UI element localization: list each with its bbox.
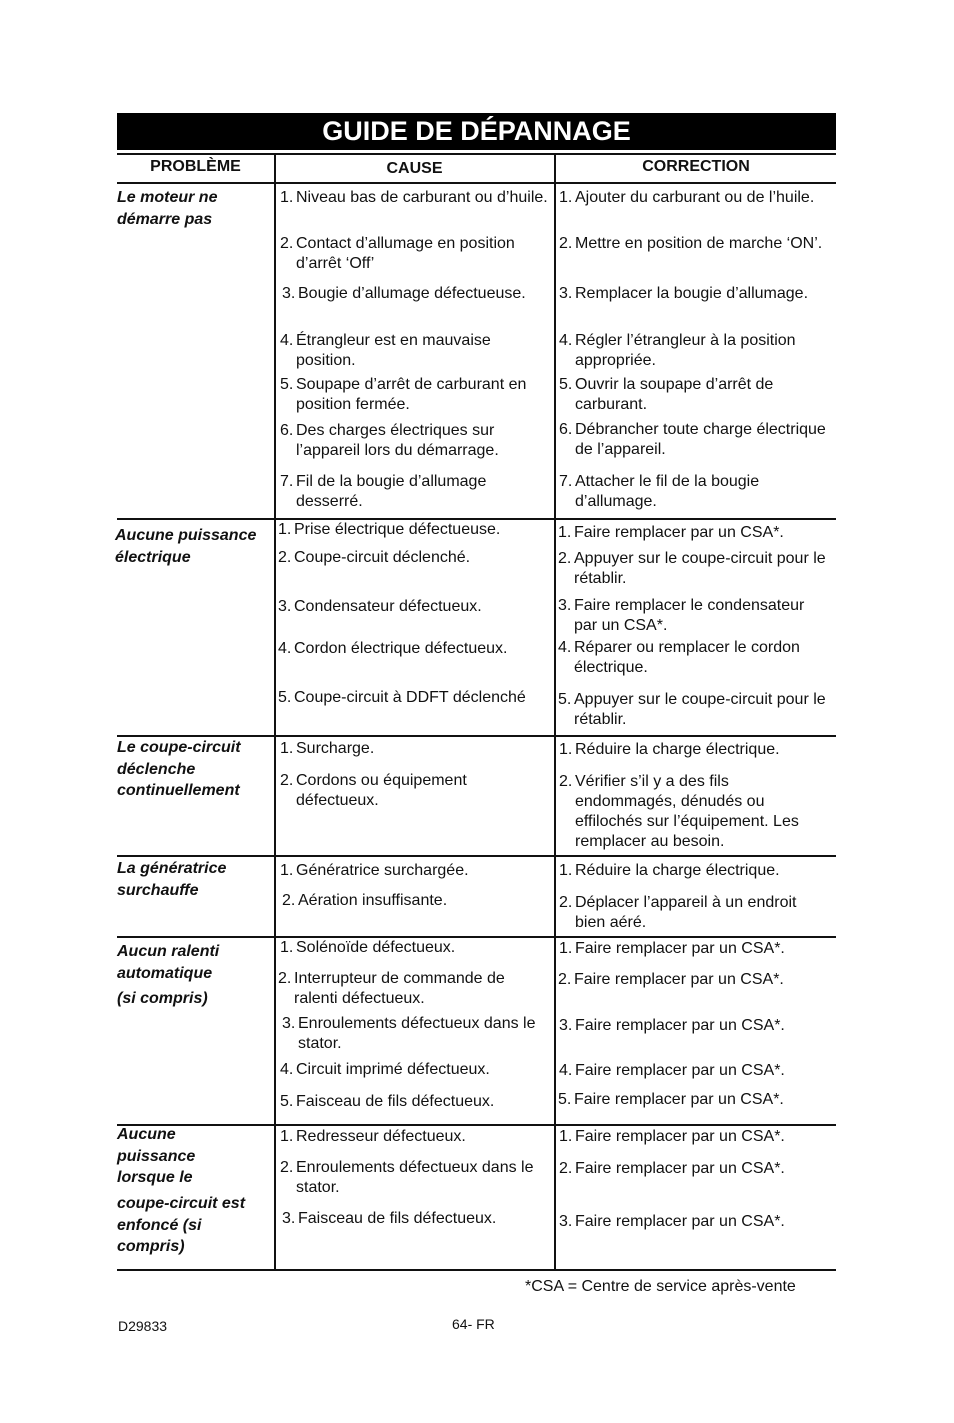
item-text: Bougie d’allumage défectueuse.	[298, 285, 526, 302]
item-number: 6.	[280, 422, 294, 439]
item-number: 1.	[280, 862, 294, 879]
item-number: 2.	[282, 892, 296, 909]
cause-item	[278, 639, 550, 659]
item-text: Prise électrique défectueuse.	[294, 521, 501, 538]
correction-item	[558, 523, 830, 543]
item-text: Faire remplacer par un CSA*.	[575, 1128, 785, 1145]
item-number: 1.	[559, 741, 573, 758]
cause-item	[282, 891, 554, 911]
item-number: 2.	[558, 971, 572, 988]
correction-item	[559, 1159, 831, 1179]
item-number: 1.	[559, 189, 573, 206]
item-number: 5.	[278, 689, 292, 706]
cause-item	[280, 331, 552, 371]
item-text: Régler l’étrangleur à la position appropriée.	[575, 332, 796, 369]
item-number: 4.	[278, 640, 292, 657]
item-number: 2.	[278, 549, 292, 566]
item-text: Faisceau de fils défectueux.	[298, 1210, 497, 1227]
item-text: Ajouter du carburant ou de l’huile.	[575, 189, 815, 206]
item-number: 3.	[559, 1017, 573, 1034]
item-number: 4.	[280, 332, 294, 349]
item-number: 2.	[559, 894, 573, 911]
item-number: 1.	[280, 189, 294, 206]
item-text: Aération insuffisante.	[298, 892, 448, 909]
cause-item	[278, 688, 550, 708]
correction-item	[558, 638, 830, 678]
item-text: Faire remplacer par un CSA*.	[574, 524, 784, 541]
item-text: Mettre en position de marche ‘ON’.	[575, 235, 823, 252]
item-number: 1.	[559, 1128, 573, 1145]
cause-item	[280, 938, 552, 958]
row-divider	[117, 1124, 836, 1126]
item-text: Débrancher toute charge électrique de l’appareil.	[575, 421, 826, 458]
item-number: 3.	[559, 285, 573, 302]
item-text: Coupe-circuit déclenché.	[294, 549, 471, 566]
correction-item	[559, 861, 831, 881]
cause-item	[280, 1127, 552, 1147]
item-text: Étrangleur est en mauvaise position.	[296, 332, 491, 369]
item-text: Déplacer l’appareil à un endroit bien aéré.	[575, 894, 797, 931]
item-number: 2.	[280, 772, 294, 789]
item-number: 2.	[278, 970, 292, 987]
item-text: Appuyer sur le coupe-circuit pour le rétablir.	[574, 550, 826, 587]
item-text: Faisceau de fils défectueux.	[296, 1093, 495, 1110]
header-probleme: PROBLÈME	[150, 158, 241, 175]
item-text: Faire remplacer par un CSA*.	[575, 1017, 785, 1034]
item-text: Cordons ou équipement défectueux.	[296, 772, 467, 809]
item-text: Niveau bas de carburant ou d’huile.	[296, 189, 548, 206]
item-text: Faire remplacer par un CSA*.	[575, 1213, 785, 1230]
item-number: 3.	[559, 1213, 573, 1230]
problem-label: Aucune puissance électrique	[115, 527, 257, 566]
problem-label: La génératrice surchauffe	[117, 860, 227, 899]
problem-note: (si compris)	[117, 990, 208, 1007]
item-text: Réduire la charge électrique.	[575, 862, 780, 879]
cause-item	[278, 969, 550, 1009]
document-number: D29833	[118, 1318, 168, 1334]
item-text: Fil de la bougie d’allumage desserré.	[296, 473, 487, 510]
cause-item	[282, 284, 554, 304]
item-text: Redresseur défectueux.	[296, 1128, 466, 1145]
correction-item	[559, 375, 831, 415]
correction-item	[559, 1212, 831, 1232]
row-divider	[117, 855, 836, 857]
correction-item	[559, 234, 831, 254]
cause-item	[280, 375, 552, 415]
item-text: Surcharge.	[296, 740, 375, 757]
cause-item	[280, 1092, 552, 1112]
header-cause: CAUSE	[386, 160, 443, 177]
item-text: Interrupteur de commande de ralenti défectueux.	[294, 970, 505, 1007]
item-number: 7.	[559, 473, 573, 490]
problem-label: Aucun ralenti automatique	[117, 943, 220, 982]
problem-label: Le coupe-circuit déclenche continuellement	[117, 739, 241, 799]
item-text: Réparer ou remplacer le cordon électrique.	[574, 639, 800, 676]
cause-item	[280, 739, 552, 759]
correction-item	[559, 1016, 831, 1036]
cause-item	[280, 188, 552, 208]
item-text: Génératrice surchargée.	[296, 862, 469, 879]
table-bottom-rule	[117, 1269, 836, 1271]
item-number: 4.	[559, 332, 573, 349]
correction-item	[559, 472, 831, 512]
item-number: 5.	[558, 691, 572, 708]
correction-item	[559, 939, 831, 959]
item-text: Soupape d’arrêt de carburant en position fermée.	[296, 376, 527, 413]
item-number: 5.	[280, 1093, 294, 1110]
cause-item	[282, 1209, 554, 1229]
correction-item	[558, 596, 830, 636]
item-number: 1.	[558, 524, 572, 541]
cause-item	[278, 597, 550, 617]
item-number: 3.	[558, 597, 572, 614]
correction-item	[559, 1061, 831, 1081]
item-text: Condensateur défectueux.	[294, 598, 482, 615]
item-number: 3.	[282, 285, 296, 302]
correction-item	[559, 740, 831, 760]
item-number: 2.	[280, 235, 294, 252]
cause-item	[280, 1158, 552, 1198]
correction-item	[558, 690, 830, 730]
item-number: 2.	[558, 550, 572, 567]
problem-label: Aucune puissance lorsque le	[117, 1126, 196, 1186]
header-correction: CORRECTION	[642, 158, 750, 175]
column-divider	[554, 155, 556, 1270]
item-number: 1.	[280, 939, 294, 956]
item-text: Enroulements défectueux dans le stator.	[296, 1159, 534, 1196]
correction-item	[558, 970, 830, 990]
item-number: 3.	[282, 1015, 296, 1032]
item-number: 6.	[559, 421, 573, 438]
item-text: Faire remplacer par un CSA*.	[574, 971, 784, 988]
item-number: 2.	[559, 1160, 573, 1177]
item-text: Faire remplacer par un CSA*.	[575, 940, 785, 957]
item-number: 4.	[558, 639, 572, 656]
item-number: 1.	[280, 740, 294, 757]
correction-item	[559, 284, 831, 304]
problem-note: coupe-circuit est enfoncé (si compris)	[117, 1195, 246, 1255]
item-number: 1.	[278, 521, 292, 538]
item-text: Faire remplacer par un CSA*.	[575, 1062, 785, 1079]
page-number: 64- FR	[452, 1316, 495, 1332]
item-text: Appuyer sur le coupe-circuit pour le rétablir.	[574, 691, 826, 728]
cause-item	[280, 861, 552, 881]
correction-item	[558, 549, 830, 589]
item-number: 3.	[282, 1210, 296, 1227]
item-text: Contact d’allumage en position d’arrêt ‘Off’	[296, 235, 515, 272]
item-number: 7.	[280, 473, 294, 490]
item-number: 1.	[280, 1128, 294, 1145]
cause-item	[280, 421, 552, 461]
item-number: 5.	[280, 376, 294, 393]
item-number: 4.	[280, 1061, 294, 1078]
item-text: Ouvrir la soupape d’arrêt de carburant.	[575, 376, 774, 413]
problem-label: Le moteur ne démarre pas	[117, 189, 218, 228]
correction-item	[559, 331, 831, 371]
item-text: Faire remplacer par un CSA*.	[574, 1091, 784, 1108]
item-number: 5.	[559, 376, 573, 393]
item-number: 2.	[559, 235, 573, 252]
correction-item	[559, 772, 831, 852]
cause-item	[280, 234, 552, 274]
correction-item	[559, 1127, 831, 1147]
item-number: 3.	[278, 598, 292, 615]
cause-item	[278, 548, 550, 568]
item-text: Coupe-circuit à DDFT déclenché	[294, 689, 526, 706]
page-title: GUIDE DE DÉPANNAGE	[117, 113, 836, 150]
correction-item	[558, 1090, 830, 1110]
item-text: Vérifier s’il y a des fils endommagés, dénudés ou effilochés sur l’équipement. Les remplacer au besoin.	[575, 773, 799, 850]
correction-item	[559, 420, 831, 460]
cause-item	[282, 1014, 554, 1054]
column-divider	[274, 155, 276, 1270]
header-top-rule	[117, 153, 836, 155]
cause-item	[278, 520, 550, 540]
item-text: Faire remplacer par un CSA*.	[575, 1160, 785, 1177]
csa-footnote: *CSA = Centre de service après-vente	[525, 1278, 796, 1295]
item-text: Enroulements défectueux dans le stator.	[298, 1015, 536, 1052]
correction-item	[559, 188, 831, 208]
item-text: Cordon électrique défectueux.	[294, 640, 508, 657]
item-text: Circuit imprimé défectueux.	[296, 1061, 490, 1078]
item-number: 1.	[559, 862, 573, 879]
cause-item	[280, 1060, 552, 1080]
item-text: Des charges électriques sur l’appareil lors du démarrage.	[296, 422, 499, 459]
item-number: 2.	[559, 773, 573, 790]
item-number: 2.	[280, 1159, 294, 1176]
item-number: 5.	[558, 1091, 572, 1108]
cause-item	[280, 472, 552, 512]
header-bottom-rule	[117, 182, 836, 184]
item-text: Réduire la charge électrique.	[575, 741, 780, 758]
item-text: Remplacer la bougie d’allumage.	[575, 285, 809, 302]
item-number: 1.	[559, 940, 573, 957]
correction-item	[559, 893, 831, 933]
item-text: Attacher le fil de la bougie d’allumage.	[575, 473, 760, 510]
item-number: 4.	[559, 1062, 573, 1079]
item-text: Faire remplacer le condensateur par un CSA*.	[574, 597, 805, 634]
item-text: Solénoïde défectueux.	[296, 939, 456, 956]
cause-item	[280, 771, 552, 811]
